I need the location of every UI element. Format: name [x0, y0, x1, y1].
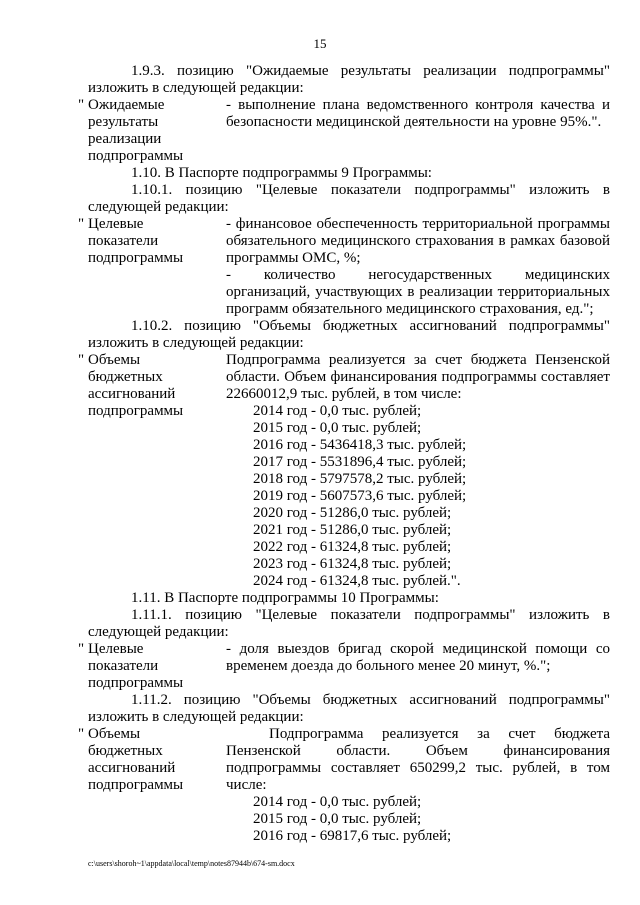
section-1-10-1-table [78, 216, 610, 318]
label-line: показатели [88, 233, 159, 249]
label-line: подпрограммы [88, 675, 184, 691]
section-1-10-heading: 1.10. В Паспорте подпрограммы 9 Программы: [131, 165, 432, 181]
opening-quote: " [78, 352, 85, 368]
value-budget-allocations [226, 352, 610, 590]
year-item: 2023 год - 61324,8 тыс. рублей; [253, 556, 452, 572]
opening-quote: " [78, 726, 85, 742]
year-item: 2024 год - 61324,8 тыс. рублей.". [253, 573, 461, 589]
label-budget-allocations [88, 352, 226, 590]
section-1-10-2-table [78, 352, 610, 590]
page-number: 15 [313, 36, 327, 51]
label-line: бюджетных [88, 369, 163, 385]
label-line: бюджетных [88, 743, 163, 759]
label-line: подпрограммы [88, 148, 184, 164]
section-1-11-1-heading: 1.11.1. позицию "Целевые показатели подпрограммы" изложить в следующей редакции: [88, 607, 610, 640]
section-1-11-1-table [78, 641, 610, 692]
year-item: 2016 год - 5436418,3 тыс. рублей; [253, 437, 467, 453]
section-1-11-2-table [78, 726, 610, 845]
year-item: 2020 год - 51286,0 тыс. рублей; [253, 505, 452, 521]
value-text: - финансовое обеспеченность территориальной программы обязательного медицинского страхования в рамках базовой программы ОМС, %; [226, 216, 610, 266]
label-line: реализации [88, 131, 162, 147]
year-item: 2015 год - 0,0 тыс. рублей; [253, 811, 422, 827]
section-1-10-1-heading: 1.10.1. позицию "Целевые показатели подпрограммы" изложить в следующей редакции: [88, 182, 610, 215]
label-line: показатели [88, 658, 159, 674]
value-text: - доля выездов бригад скорой медицинской помощи со временем доезда до больного менее 20 минут, %."; [226, 641, 610, 674]
year-item: 2021 год - 51286,0 тыс. рублей; [253, 522, 452, 538]
value-budget-allocations [226, 726, 610, 845]
label-line: подпрограммы [88, 250, 184, 266]
opening-quote: " [78, 216, 85, 232]
document-body [78, 63, 610, 845]
label-target-indicators [88, 641, 226, 692]
value-expected-results [226, 97, 610, 165]
section-1-10-2-heading: 1.10.2. позицию "Объемы бюджетных ассигнований подпрограммы" изложить в следующей редакции: [88, 318, 610, 351]
label-line: подпрограммы [88, 403, 184, 419]
section-1-9-3-heading: 1.9.3. позицию "Ожидаемые результаты реализации подпрограммы" изложить в следующей редакции: [88, 63, 610, 96]
opening-quote: " [78, 641, 85, 657]
year-item: 2018 год - 5797578,2 тыс. рублей; [253, 471, 467, 487]
year-item: 2019 год - 5607573,6 тыс. рублей; [253, 488, 467, 504]
year-item: 2014 год - 0,0 тыс. рублей; [253, 403, 422, 419]
year-item: 2014 год - 0,0 тыс. рублей; [253, 794, 422, 810]
label-line: Целевые [88, 641, 144, 657]
label-expected-results [88, 97, 226, 165]
year-list [226, 794, 610, 845]
label-target-indicators [88, 216, 226, 318]
value-text: - количество негосударственных медицинских организаций, участвующих в реализации территориальных программ обязательного медицинского страхования, ед."; [226, 267, 610, 317]
label-line: Объемы [88, 726, 141, 742]
year-item: 2015 год - 0,0 тыс. рублей; [253, 420, 422, 436]
section-1-9-3-table [78, 97, 610, 165]
value-text: Подпрограмма реализуется за счет бюджета Пензенской области. Объем финансирования подпрограммы составляет 22660012,9 тыс. рублей, в том числе: [226, 352, 610, 402]
value-text: Подпрограмма реализуется за счет бюджета Пензенской области. Объем финансирования подпрограммы составляет 650299,2 тыс. рублей, в том числе: [226, 726, 610, 793]
label-line: подпрограммы [88, 777, 184, 793]
label-line: Объемы [88, 352, 141, 368]
label-line: Ожидаемые [88, 97, 165, 113]
label-line: результаты [88, 114, 159, 130]
label-line: ассигнований [88, 760, 176, 776]
opening-quote: " [78, 97, 85, 113]
value-text: - выполнение плана ведомственного контроля качества и безопасности медицинской деятельности на уровне 95%.". [226, 97, 610, 130]
year-item: 2022 год - 61324,8 тыс. рублей; [253, 539, 452, 555]
year-list [226, 403, 610, 590]
footer-file-path: c:\users\shoroh~1\appdata\local\temp\notes87944b\674-sm.docx [88, 859, 295, 868]
label-line: Целевые [88, 216, 144, 232]
label-line: ассигнований [88, 386, 176, 402]
section-1-11-heading: 1.11. В Паспорте подпрограммы 10 Программы: [131, 590, 439, 606]
label-budget-allocations [88, 726, 226, 845]
value-target-indicators [226, 216, 610, 318]
year-item: 2016 год - 69817,6 тыс. рублей; [253, 828, 452, 844]
value-target-indicators [226, 641, 610, 692]
section-1-11-2-heading: 1.11.2. позицию "Объемы бюджетных ассигнований подпрограммы" изложить в следующей редакции: [88, 692, 610, 725]
year-item: 2017 год - 5531896,4 тыс. рублей; [253, 454, 467, 470]
